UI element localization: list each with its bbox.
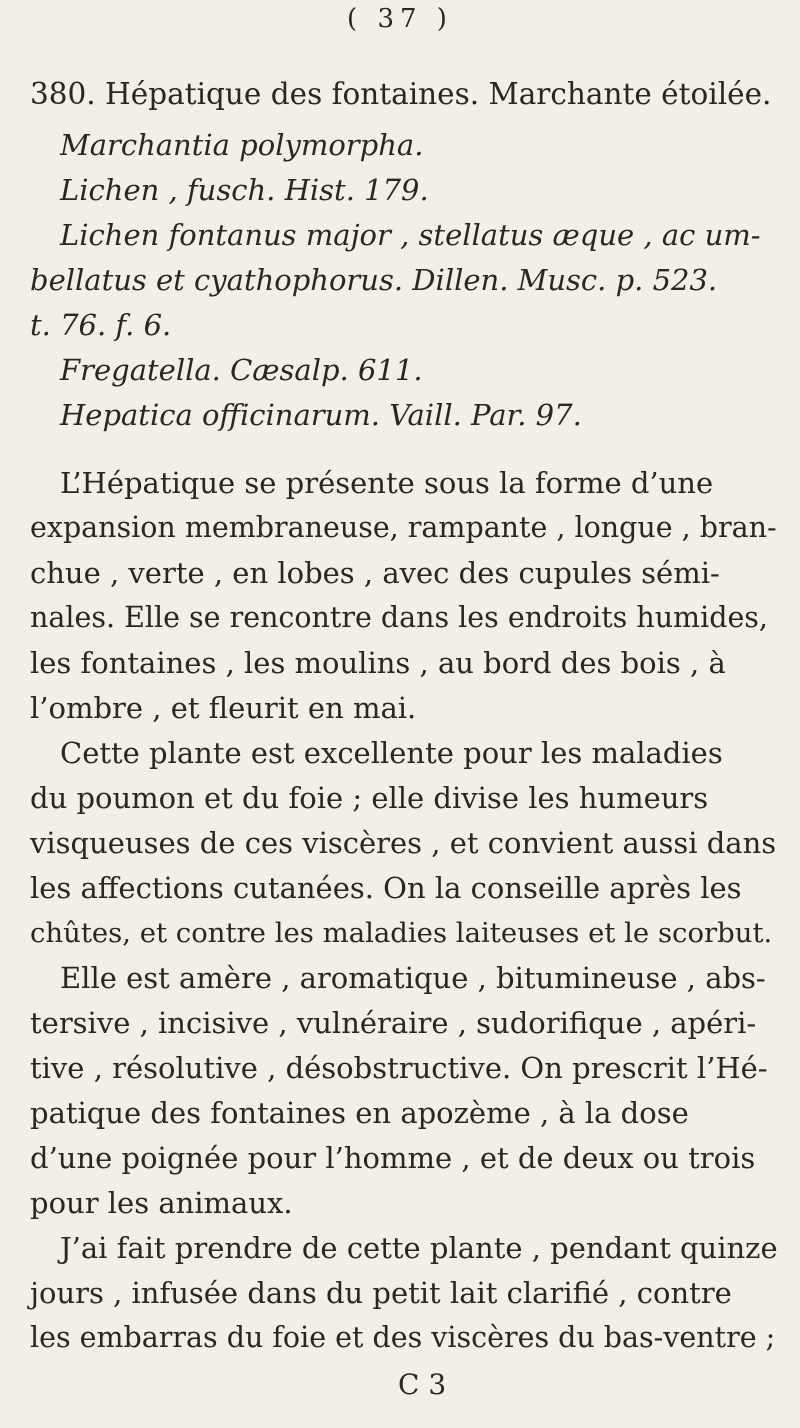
body-line: tersive , incisive , vulnéraire , sudorifique , apéri- [30, 1006, 757, 1040]
body-line: d’une poignée pour l’homme , et de deux ou trois [30, 1141, 756, 1175]
synonym-line: Lichen fontanus major , stellatus æque , ac um- [60, 218, 761, 252]
synonym-line: Hepatica officinarum. Vaill. Par. 97. [60, 398, 582, 432]
body-line: Elle est amère , aromatique , bitumineuse , abs- [60, 961, 766, 995]
body-line: les embarras du foie et des viscères du bas-ventre ; [30, 1321, 776, 1354]
body-line: du poumon et du foie ; elle divise les humeurs [30, 781, 709, 815]
synonym-line: Fregatella. Cæsalp. 611. [60, 353, 423, 387]
synonym-line: Marchantia polymorpha. [60, 128, 424, 162]
body-line: chue , verte , en lobes , avec des cupules sémi- [30, 556, 720, 590]
body-line: J’ai fait prendre de cette plante , pendant quinze [60, 1231, 778, 1265]
body-line: jours , infusée dans du petit lait clarifié , contre [30, 1276, 732, 1310]
synonym-line: bellatus et cyathophorus. Dillen. Musc. p. 523. [30, 263, 718, 297]
body-line: patique des fontaines en apozème , à la dose [30, 1096, 689, 1130]
body-line: L’Hépatique se présente sous la forme d’une [60, 466, 714, 500]
synonym-line: t. 76. f. 6. [30, 308, 172, 342]
body-line: tive , résolutive , désobstructive. On prescrit l’Hé- [30, 1051, 768, 1085]
body-line: nales. Elle se rencontre dans les endroits humides, [30, 601, 768, 634]
body-line: les affections cutanées. On la conseille après les [30, 871, 742, 905]
body-line: expansion membraneuse, rampante , longue , bran- [30, 511, 777, 544]
body-line: chûtes, et contre les maladies laiteuses et le scorbut. [30, 917, 773, 949]
body-line: Cette plante est excellente pour les maladies [60, 736, 723, 770]
signature-mark: C 3 [398, 1368, 447, 1401]
entry-heading: 380. Hépatique des fontaines. Marchante étoilée. [30, 77, 772, 111]
body-line: visqueuses de ces viscères , et convient aussi dans [30, 826, 777, 860]
body-line: l’ombre , et fleurit en mai. [30, 691, 417, 725]
body-line: les fontaines , les moulins , au bord des bois , à [30, 646, 726, 680]
page-number: ( 37 ) [347, 4, 453, 34]
synonym-line: Lichen , fusch. Hist. 179. [60, 173, 429, 207]
body-line: pour les animaux. [30, 1186, 293, 1220]
